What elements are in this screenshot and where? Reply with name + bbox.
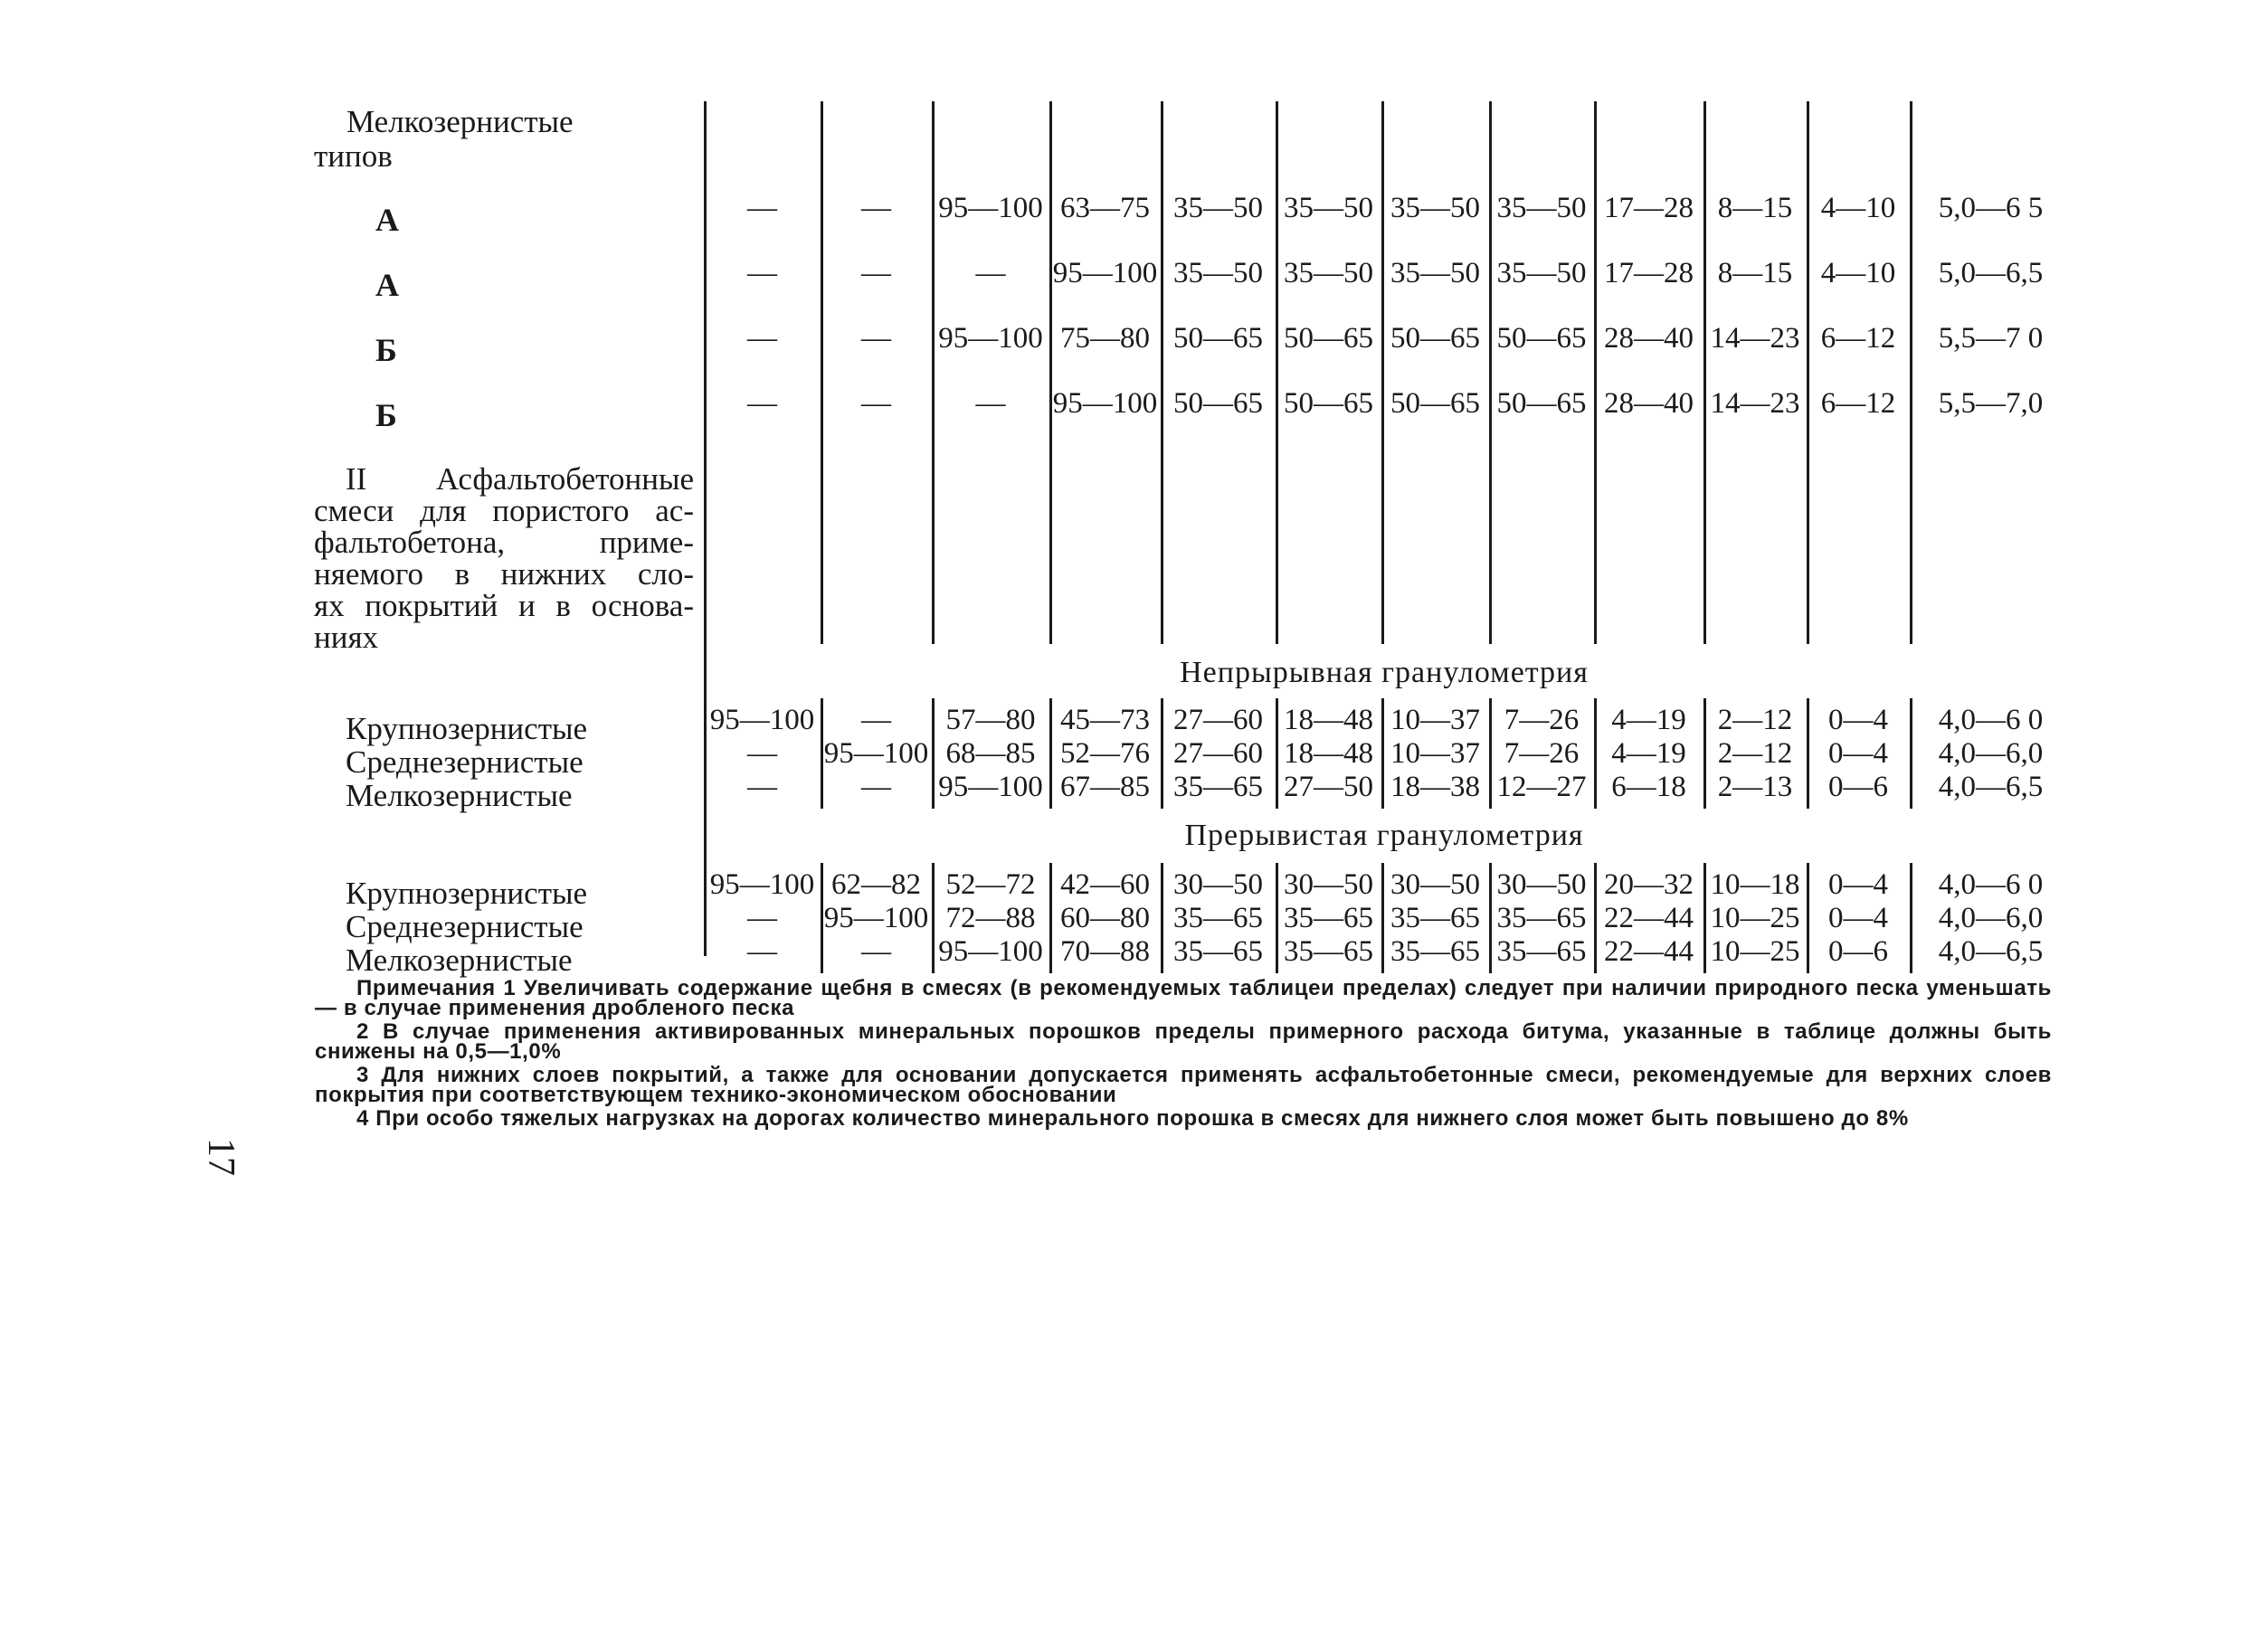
table-cell: — <box>747 771 777 803</box>
section1-title <box>314 104 574 174</box>
table-cell: — <box>861 192 891 224</box>
row-label: А <box>375 267 399 303</box>
row-label: Среднезернистые <box>346 909 584 944</box>
table-cell: 0—6 <box>1828 935 1888 968</box>
table-cell: 4,0—6,5 <box>1938 771 2044 803</box>
table-cell: 57—80 <box>945 704 1036 736</box>
table-cell: 70—88 <box>1060 935 1150 968</box>
table-cell: 4,0—6,0 <box>1938 902 2044 934</box>
table-cell: 50—65 <box>1390 322 1480 355</box>
section2-title-line: ниях <box>314 620 379 655</box>
section2-title-line: II Асфальтобетонные <box>346 461 694 497</box>
note-2: 2 В случае применения активированных минеральных порошков пределы примерного расхода битума, указанные в таблице должны быть снижены на 0,5—1,0% <box>315 1019 2052 1064</box>
table-cell: 42—60 <box>1060 868 1150 901</box>
table-cell: 50—65 <box>1496 387 1587 420</box>
table-cell: 30—50 <box>1284 868 1373 901</box>
table-cell: 50—65 <box>1173 322 1263 355</box>
table-cell: — <box>747 935 777 968</box>
table-cell: 8—15 <box>1717 192 1793 224</box>
table-cell: — <box>861 322 891 355</box>
table-cell: 35—50 <box>1390 257 1480 289</box>
table-cell: — <box>861 387 891 420</box>
table-rule <box>932 101 935 644</box>
table-cell: 0—4 <box>1828 737 1888 770</box>
table-cell: 6—12 <box>1820 322 1896 355</box>
table-cell: 8—15 <box>1717 257 1793 289</box>
table-cell: 28—40 <box>1604 387 1694 420</box>
row-label: Крупнозернистые <box>346 876 588 911</box>
table-cell: 52—72 <box>945 868 1036 901</box>
table-cell: 95—100 <box>823 902 929 934</box>
note-1: Примечания 1 Увеличивать содержание щебня в смесях (в рекомендуемых таблицеи пределах) следует при наличии природного песка уменьшать — в случае применения дробленого песка <box>315 976 2052 1020</box>
note-3: 3 Для нижних слоев покрытий, а также для основании допускается применять асфальтобетонные смеси, рекомендуемые для верхних слоев покрытия при соответствующем технико-экономическом обосновании <box>315 1063 2052 1107</box>
section1-title-line: Мелкозернистые <box>346 104 574 139</box>
table-cell: 5,0—6,5 <box>1938 257 2044 289</box>
section2-title-line: смеси для пористого ас- <box>314 493 694 528</box>
table-cell: 4—19 <box>1611 704 1686 736</box>
table-cell: 10—37 <box>1390 704 1480 736</box>
table-cell: — <box>747 322 777 355</box>
row-label: Мелкозернистые <box>346 943 573 978</box>
table-cell: 12—27 <box>1496 771 1587 803</box>
table-cell: — <box>861 704 891 736</box>
table-cell: 50—65 <box>1390 387 1480 420</box>
table-cell: 7—26 <box>1504 737 1580 770</box>
table-cell: 18—38 <box>1390 771 1480 803</box>
table-cell: 22—44 <box>1604 935 1694 968</box>
table-cell: 7—26 <box>1504 704 1580 736</box>
table-rule <box>1489 101 1492 644</box>
table-cell: 95—100 <box>709 868 815 901</box>
table-cell: 0—4 <box>1828 704 1888 736</box>
table-cell: 50—65 <box>1284 387 1373 420</box>
table-cell: 30—50 <box>1173 868 1263 901</box>
row-label: Среднезернистые <box>346 744 584 780</box>
table-cell: 4,0—6,5 <box>1938 935 2044 968</box>
table-cell: 35—65 <box>1496 902 1587 934</box>
table-cell: 62—82 <box>831 868 921 901</box>
section1-title-line: типов <box>314 138 393 174</box>
table-cell: 68—85 <box>945 737 1036 770</box>
note-4: 4 При особо тяжелых нагрузках на дорогах количество минерального порошка в смесях для нижнего слоя может быть повышено до 8% <box>356 1106 1909 1131</box>
table-cell: 2—13 <box>1717 771 1793 803</box>
page-number: 17 <box>200 1138 242 1176</box>
row-label: Б <box>375 332 397 368</box>
table-cell: 95—100 <box>938 322 1043 355</box>
table-rule <box>1807 101 1809 644</box>
table-cell: 30—50 <box>1390 868 1480 901</box>
table-cell: 5,5—7 0 <box>1938 322 2044 355</box>
table-cell: 22—44 <box>1604 902 1694 934</box>
table-cell: 27—50 <box>1284 771 1373 803</box>
group-heading-discontinuous: Прерывистая гранулометрия <box>1184 819 1584 852</box>
table-cell: 50—65 <box>1496 322 1587 355</box>
table-cell: 35—65 <box>1284 935 1373 968</box>
table-cell: 35—65 <box>1173 902 1263 934</box>
table-cell: 27—60 <box>1173 704 1263 736</box>
table-cell: 5,5—7,0 <box>1938 387 2044 420</box>
table-cell: 63—75 <box>1060 192 1150 224</box>
table-rule <box>1276 101 1278 644</box>
table-cell: 10—25 <box>1710 935 1800 968</box>
table-cell: 35—65 <box>1496 935 1587 968</box>
table-cell: 67—85 <box>1060 771 1150 803</box>
table-cell: 60—80 <box>1060 902 1150 934</box>
table-cell: 35—50 <box>1496 257 1587 289</box>
table-cell: 10—25 <box>1710 902 1800 934</box>
table-cell: 6—12 <box>1820 387 1896 420</box>
table-cell: 95—100 <box>823 737 929 770</box>
section2-title-line: фальтобетона, приме- <box>314 525 694 560</box>
table-cell: 95—100 <box>1052 257 1158 289</box>
table-cell: 18—48 <box>1284 737 1373 770</box>
table-cell: 5,0—6 5 <box>1938 192 2044 224</box>
table-cell: 75—80 <box>1060 322 1150 355</box>
table-rule-label <box>704 101 707 956</box>
table-cell: 35—50 <box>1390 192 1480 224</box>
group-heading-continuous: Непрырывная гранулометрия <box>1180 656 1589 689</box>
table-cell: — <box>975 387 1006 420</box>
table-cell: 50—65 <box>1284 322 1373 355</box>
table-cell: 4—10 <box>1820 257 1896 289</box>
row-label: Мелкозернистые <box>346 778 573 813</box>
table-cell: 35—65 <box>1390 935 1480 968</box>
table-cell: — <box>861 771 891 803</box>
table-cell: — <box>861 935 891 968</box>
row-label: А <box>375 202 399 238</box>
table-cell: 35—50 <box>1173 257 1263 289</box>
table-cell: 0—4 <box>1828 902 1888 934</box>
table-cell: 4,0—6,0 <box>1938 737 2044 770</box>
table-cell: 4,0—6 0 <box>1938 868 2044 901</box>
table-cell: 95—100 <box>938 771 1043 803</box>
table-rule <box>1049 101 1052 644</box>
table-rule <box>1381 101 1384 644</box>
table-cell: 72—88 <box>945 902 1036 934</box>
table-cell: 30—50 <box>1496 868 1587 901</box>
table-cell: 0—4 <box>1828 868 1888 901</box>
table-cell: 14—23 <box>1710 387 1800 420</box>
section2-title-line: няемого в нижних сло- <box>314 556 694 592</box>
table-cell: 4—19 <box>1611 737 1686 770</box>
table-rule <box>1703 101 1706 644</box>
table-cell: 27—60 <box>1173 737 1263 770</box>
table-cell: 2—12 <box>1717 737 1793 770</box>
table-cell: 4—10 <box>1820 192 1896 224</box>
table-cell: 95—100 <box>938 192 1043 224</box>
table-cell: 95—100 <box>1052 387 1158 420</box>
notes <box>315 976 2052 1131</box>
table-cell: — <box>747 902 777 934</box>
section2-title <box>314 463 694 653</box>
table-cell: — <box>747 192 777 224</box>
table-cell: 20—32 <box>1604 868 1694 901</box>
table-cell: — <box>975 257 1006 289</box>
table-cell: 4,0—6 0 <box>1938 704 2044 736</box>
table-cell: 35—50 <box>1496 192 1587 224</box>
table-cell: — <box>747 737 777 770</box>
table-cell: 28—40 <box>1604 322 1694 355</box>
table-cell: 35—50 <box>1284 257 1373 289</box>
table-cell: 18—48 <box>1284 704 1373 736</box>
table-cell: 10—37 <box>1390 737 1480 770</box>
table-cell: — <box>747 387 777 420</box>
table-rule <box>1161 101 1163 644</box>
table-cell: 35—65 <box>1284 902 1373 934</box>
row-label: Б <box>375 397 397 433</box>
table-cell: 2—12 <box>1717 704 1793 736</box>
table-cell: 35—65 <box>1173 935 1263 968</box>
section2-title-line: ях покрытий и в основа- <box>314 588 694 623</box>
table-cell: 17—28 <box>1604 192 1694 224</box>
table-cell: 6—18 <box>1611 771 1686 803</box>
table-cell: 10—18 <box>1710 868 1800 901</box>
table-cell: 35—65 <box>1173 771 1263 803</box>
table-rule <box>1910 101 1912 644</box>
table-cell: 0—6 <box>1828 771 1888 803</box>
table-cell: 35—50 <box>1284 192 1373 224</box>
table-cell: 95—100 <box>709 704 815 736</box>
table-cell: 45—73 <box>1060 704 1150 736</box>
table-cell: 95—100 <box>938 935 1043 968</box>
table-cell: 50—65 <box>1173 387 1263 420</box>
table-cell: 52—76 <box>1060 737 1150 770</box>
row-label: Крупнозернистые <box>346 711 588 746</box>
table-cell: 35—65 <box>1390 902 1480 934</box>
table-cell: 14—23 <box>1710 322 1800 355</box>
table-rule <box>821 101 823 644</box>
table-cell: — <box>747 257 777 289</box>
table-rule <box>1594 101 1597 644</box>
table-cell: 35—50 <box>1173 192 1263 224</box>
table-cell: 17—28 <box>1604 257 1694 289</box>
table-cell: — <box>861 257 891 289</box>
